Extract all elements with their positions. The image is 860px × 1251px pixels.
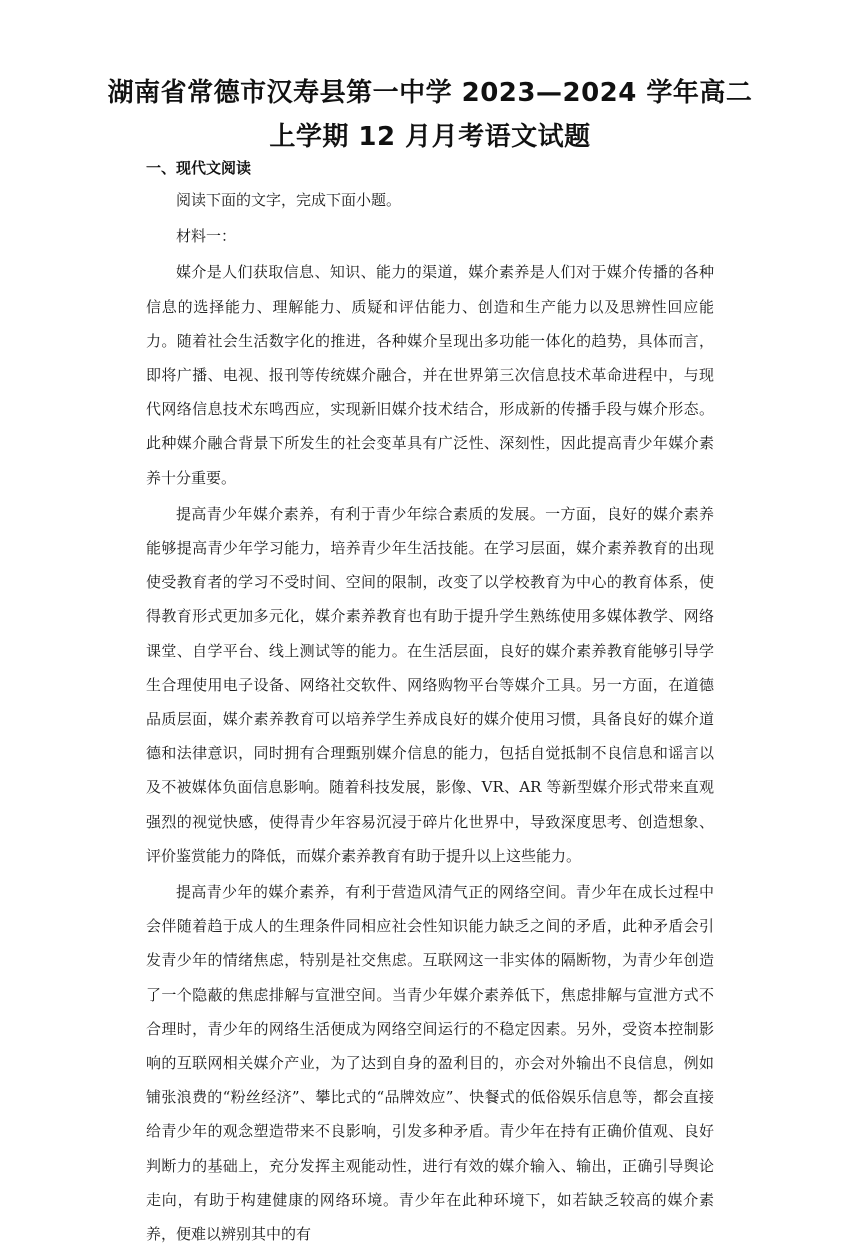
document-body <box>146 183 714 1251</box>
section-heading: 一、现代文阅读 <box>146 159 252 177</box>
document-title-line-2: 上学期 12 月月考语文试题 <box>269 122 591 152</box>
paragraph: 提高青少年的媒介素养，有利于营造风清气正的网络空间。青少年在成长过程中会伴随着趋于成人的生理条件同相应社会性知识能力缺乏之间的矛盾，此种矛盾会引发青少年的情绪焦虑，特别是社交焦虑。互联网这一非实体的隔断物，为青少年创造了一个隐蔽的焦虑排解与宣泄空间。当青少年媒介素养低下，焦虑排解与宣泄方式不合理时，青少年的网络生活便成为网络空间运行的不稳定因素。另外，受资本控制影响的互联网相关媒介产业，为了达到自身的盈利目的，亦会对外输出不良信息，例如铺张浪费的“粉丝经济”、攀比式的“品牌效应”、快餐式的低俗娱乐信息等，都会直接给青少年的观念塑造带来不良影响，引发多种矛盾。青少年在持有正确价值观、良好判断力的基础上，充分发挥主观能动性，进行有效的媒介输入、输出，正确引导舆论走向，有助于构建健康的网络环境。青少年在此种环境下，如若缺乏较高的媒介素养，便难以辨别其中的有 <box>146 883 714 1244</box>
material-label: 材料一： <box>176 227 237 246</box>
instruction-text: 阅读下面的文字，完成下面小题。 <box>176 191 402 209</box>
paragraph: 媒介是人们获取信息、知识、能力的渠道，媒介素养是人们对于媒介传播的各种信息的选择能力、理解能力、质疑和评估能力、创造和生产能力以及思辨性回应能力。随着社会生活数字化的推进，各种媒介呈现出多功能一体化的趋势，具体而言，即将广播、电视、报刊等传统媒介融合，并在世界第三次信息技术革命进程中，与现代网络信息技术东鸣西应，实现新旧媒介技术结合，形成新的传播手段与媒介形态。此种媒介融合背景下所发生的社会变革具有广泛性、深刻性，因此提高青少年媒介素养十分重要。 <box>146 263 714 487</box>
document-title-line-1: 湖南省常德市汉寿县第一中学 2023—2024 学年高二 <box>107 78 753 108</box>
paragraph: 提高青少年媒介素养，有利于青少年综合素质的发展。一方面，良好的媒介素养能够提高青少年学习能力，培养青少年生活技能。在学习层面，媒介素养教育的出现使受教育者的学习不受时间、空间的限制，改变了以学校教育为中心的教育体系，使得教育形式更加多元化，媒介素养教育也有助于提升学生熟练使用多媒体教学、网络课堂、自学平台、线上测试等的能力。在生活层面，良好的媒介素养教育能够引导学生合理使用电子设备、网络社交软件、网络购物平台等媒介工具。另一方面，在道德品质层面，媒介素养教育可以培养学生养成良好的媒介使用习惯，具备良好的媒介道德和法律意识，同时拥有合理甄别媒介信息的能力，包括自觉抵制不良信息和谣言以及不被媒体负面信息影响。随着科技发展，影像、VR、AR 等新型媒介形式带来直观强烈的视觉快感，使得青少年容易沉浸于碎片化世界中，导致深度思考、创造想象、评价鉴赏能力的降低，而媒介素养教育有助于提升以上这些能力。 <box>146 504 714 865</box>
